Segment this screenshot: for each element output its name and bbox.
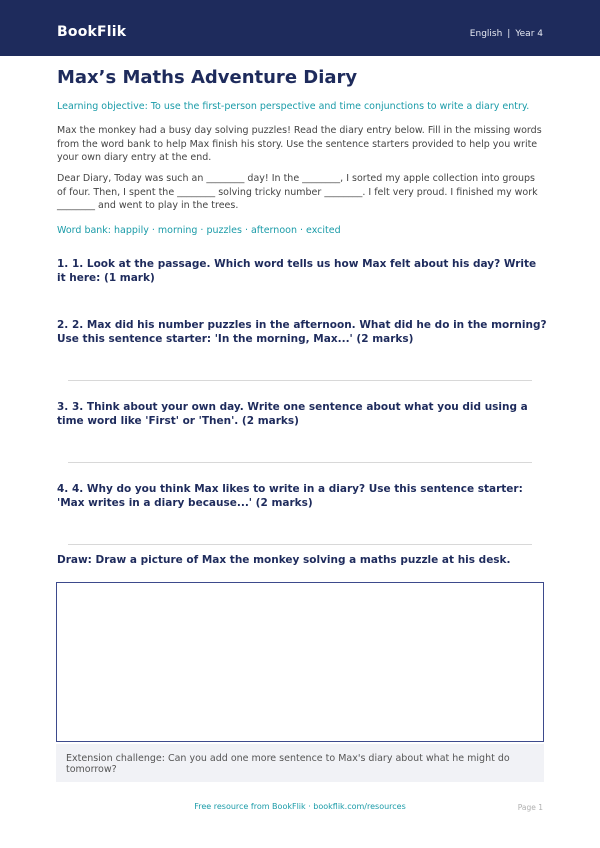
page-header bbox=[0, 0, 600, 56]
extension-text: Extension challenge: Can you add one more sentence to Max's diary about what he might do tomorrow? bbox=[66, 753, 510, 775]
answer-line-4[interactable] bbox=[68, 544, 532, 545]
draw-prompt: Draw: Draw a picture of Max the monkey solving a maths puzzle at his desk. bbox=[57, 554, 511, 566]
question-1: 1. 1. Look at the passage. Which word tells us how Max felt about his day? Write it here: (1 mark) bbox=[57, 258, 537, 284]
page-number: Page 1 bbox=[517, 803, 543, 812]
meta-separator: | bbox=[507, 29, 511, 39]
year-label: Year 4 bbox=[515, 29, 543, 39]
intro-text: Max the monkey had a busy day solving puzzles! Read the diary entry below. Fill in the missing words from the word bank to help Max finish his story. Use the sentence starters provided to help you write your own diary entry at the end. bbox=[57, 125, 542, 163]
extension-box bbox=[56, 744, 544, 782]
question-3: 3. 3. Think about your own day. Write one sentence about what you did using a time word like 'First' or 'Then'. (2 marks) bbox=[57, 401, 528, 427]
drawing-box[interactable] bbox=[56, 582, 544, 742]
word-bank: Word bank: happily · morning · puzzles · afternoon · excited bbox=[57, 225, 341, 236]
footer-text: Free resource from BookFlik · bookflik.com/resources bbox=[194, 802, 406, 811]
answer-line-2[interactable] bbox=[68, 380, 532, 381]
learning-objective: Learning objective: To use the first-person perspective and time conjunctions to write a diary entry. bbox=[57, 101, 530, 112]
subject-label: English bbox=[469, 29, 503, 39]
page-title: Max’s Maths Adventure Diary bbox=[57, 67, 358, 88]
answer-line-3[interactable] bbox=[68, 462, 532, 463]
question-2: 2. 2. Max did his number puzzles in the afternoon. What did he do in the morning? Use this sentence starter: 'In the morning, Max...' (2 marks) bbox=[57, 319, 547, 345]
brand-logo: BookFlik bbox=[57, 24, 127, 40]
diary-passage: Dear Diary, Today was such an ________ day! In the ________, I sorted my apple collection into groups of four. Then, I spent the ________ solving tricky number ________. I felt very proud. I finished my work ________ and went to play in the trees. bbox=[57, 173, 538, 211]
subject-year bbox=[470, 29, 543, 39]
question-4: 4. 4. Why do you think Max likes to write in a diary? Use this sentence starter: 'Max writes in a diary because...' (2 marks) bbox=[57, 483, 523, 509]
